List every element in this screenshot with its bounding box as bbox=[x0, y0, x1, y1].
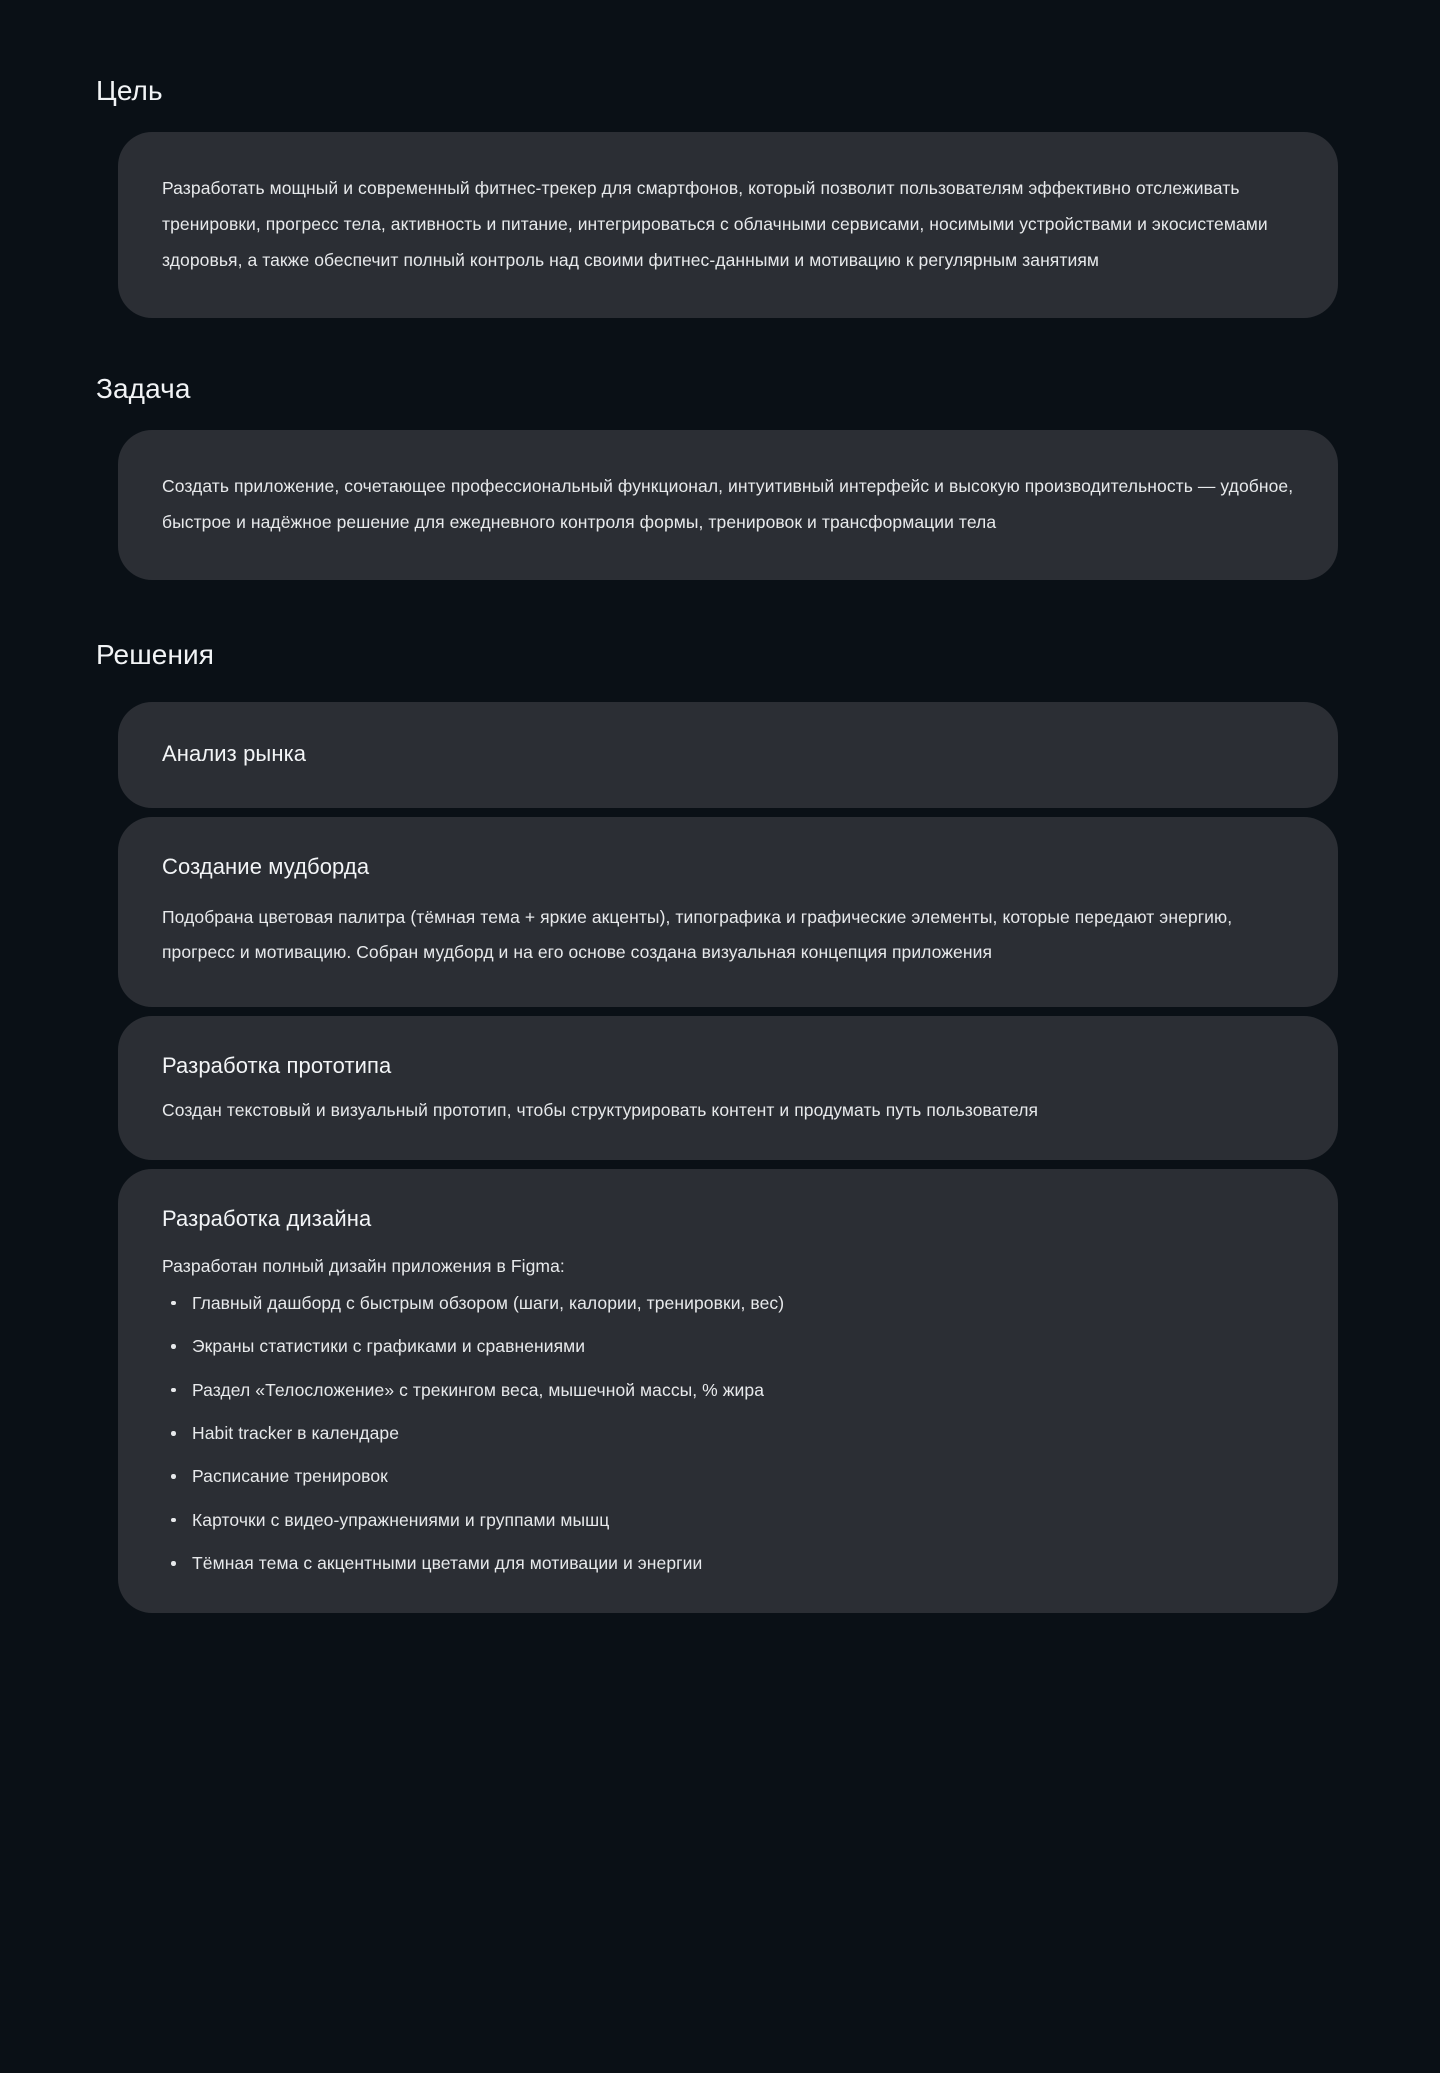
section-heading-solutions: Решения bbox=[96, 639, 215, 671]
list-item-label: Раздел «Телосложение» с трекингом веса, мышечной массы, % жира bbox=[192, 1379, 765, 1400]
list-item bbox=[162, 1508, 1294, 1533]
list-item-label: Расписание тренировок bbox=[192, 1466, 388, 1487]
solution-item-design[interactable] bbox=[118, 1169, 1338, 1612]
solution-title: Анализ рынка bbox=[162, 740, 307, 766]
list-item bbox=[162, 1291, 1294, 1316]
solution-title: Создание мудборда bbox=[162, 854, 370, 880]
task-card bbox=[118, 430, 1338, 580]
list-item bbox=[162, 1464, 1294, 1489]
list-item-label: Экраны статистики с графиками и сравнениями bbox=[192, 1336, 586, 1357]
list-item bbox=[162, 1551, 1294, 1576]
list-item bbox=[162, 1334, 1294, 1359]
solution-body-text: Подобрана цветовая палитра (тёмная тема + яркие акценты), типографика и графические элементы, которые передают энергию, прогресс и мотивацию. Собран мудборд и на его основе создана визуальная концепция приложения bbox=[162, 907, 1233, 963]
solution-body-text: Создан текстовый и визуальный прототип, чтобы структурировать контент и продумать путь пользователя bbox=[162, 1100, 1039, 1121]
solution-item-moodboard[interactable] bbox=[118, 817, 1338, 1006]
list-item-label: Тёмная тема с акцентными цветами для мотивации и энергии bbox=[192, 1553, 703, 1574]
list-item bbox=[162, 1378, 1294, 1403]
design-intro-text: Разработан полный дизайн приложения в Figma: bbox=[162, 1255, 565, 1276]
goal-body-text: Разработать мощный и современный фитнес-трекер для смартфонов, который позволит пользователям эффективно отслеживать тренировки, прогресс тела, активность и питание, интегрироваться с облачными сервисами, носимыми устройствами и экосистемами здоровья, а также обеспечит полный контроль над своими фитнес-данными и мотивацию к регулярным занятиям bbox=[162, 177, 1268, 271]
bullet-icon bbox=[171, 1518, 176, 1523]
bullet-icon bbox=[171, 1388, 176, 1393]
bullet-icon bbox=[171, 1344, 176, 1349]
solution-title: Разработка дизайна bbox=[162, 1206, 372, 1232]
goal-card bbox=[118, 132, 1338, 319]
solution-item-market-analysis[interactable] bbox=[118, 702, 1338, 809]
solution-title: Разработка прототипа bbox=[162, 1052, 392, 1078]
bullet-icon bbox=[171, 1431, 176, 1436]
bullet-icon bbox=[171, 1301, 176, 1306]
design-feature-list bbox=[162, 1291, 1294, 1577]
solutions-accordion bbox=[118, 702, 1344, 1613]
section-heading-goal: Цель bbox=[96, 75, 163, 106]
section-heading-task: Задача bbox=[96, 373, 191, 405]
bullet-icon bbox=[171, 1561, 176, 1566]
bullet-icon bbox=[171, 1474, 176, 1479]
list-item-label: Habit tracker в календаре bbox=[192, 1423, 400, 1444]
list-item bbox=[162, 1421, 1294, 1446]
solution-item-prototype[interactable] bbox=[118, 1016, 1338, 1161]
list-item-label: Главный дашборд с быстрым обзором (шаги, калории, тренировки, вес) bbox=[192, 1292, 785, 1313]
list-item-label: Карточки с видео-упражнениями и группами мышц bbox=[192, 1509, 610, 1530]
task-body-text: Создать приложение, сочетающее профессиональный функционал, интуитивный интерфейс и высокую производительность — удобное, быстрое и надёжное решение для ежедневного контроля формы, тренировок и трансформации тела bbox=[162, 475, 1294, 533]
